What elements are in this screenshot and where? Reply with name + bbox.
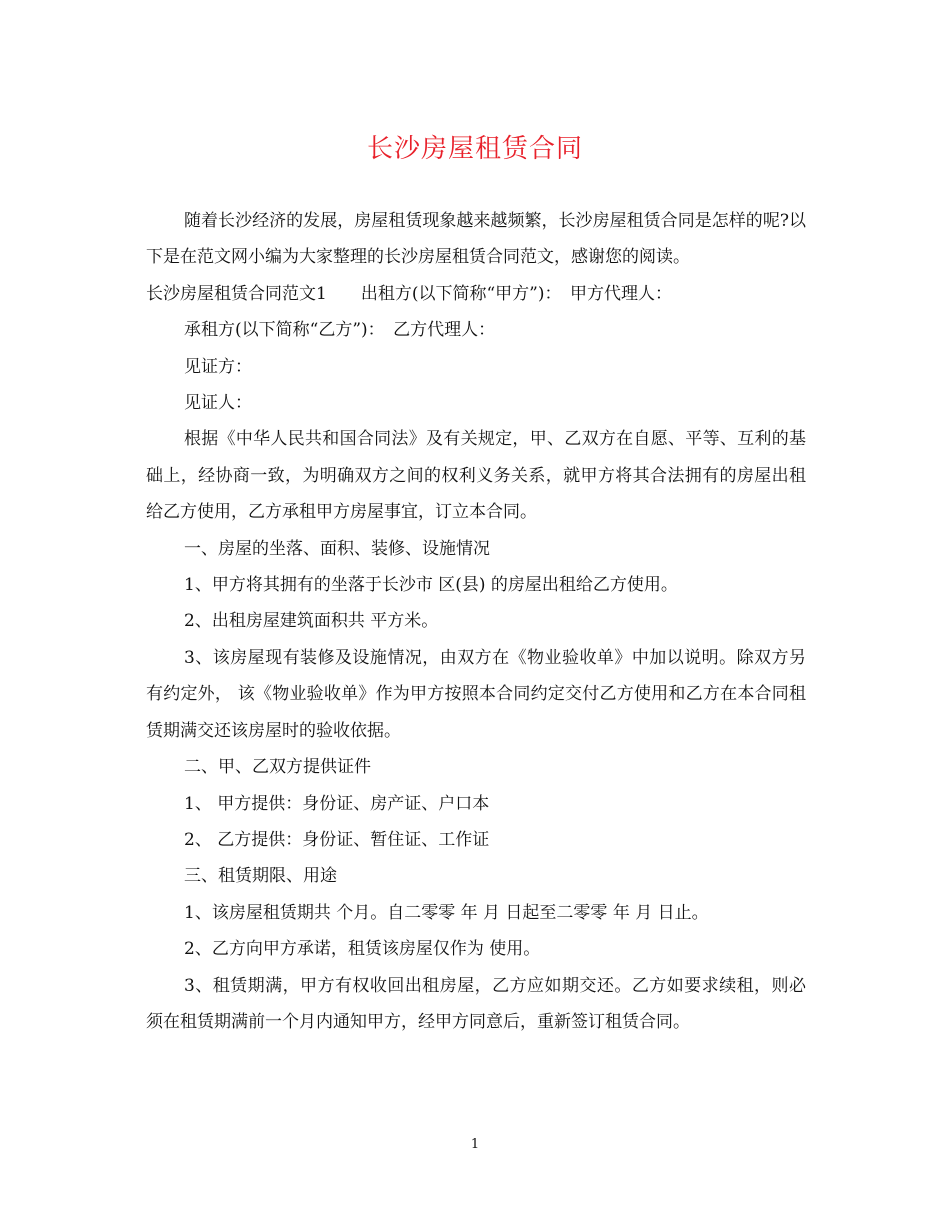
clause-2-1: 1、 甲方提供：身份证、房产证、户口本 xyxy=(184,793,490,814)
document-body xyxy=(146,203,806,1040)
section-heading-2: 二、甲、乙双方提供证件 xyxy=(184,757,371,778)
clause-1-1: 1、甲方将其拥有的坐落于长沙市 区(县) 的房屋出租给乙方使用。 xyxy=(184,575,678,596)
clause-2-2: 2、 乙方提供：身份证、暂住证、工作证 xyxy=(184,829,490,850)
section-heading-1: 一、房屋的坐落、面积、装修、设施情况 xyxy=(184,538,490,559)
clause-3-1: 1、该房屋租赁期共 个月。自二零零 年 月 日起至二零零 年 月 日止。 xyxy=(184,902,709,923)
preamble-paragraph: 根据《中华人民共和国合同法》及有关规定，甲、乙双方在自愿、平等、互利的基础上，经协商一致，为明确双方之间的权利义务关系，就甲方将其合法拥有的房屋出租给乙方使用，乙方承租甲方房屋事宜，订立本合同。 xyxy=(146,429,806,523)
clause-3-2: 2、乙方向甲方承诺，租赁该房屋仅作为 使用。 xyxy=(184,939,541,960)
clause-1-2: 2、出租房屋建筑面积共 平方米。 xyxy=(184,611,439,632)
witness-party-line: 见证方： xyxy=(184,356,252,377)
section-heading-3: 三、租赁期限、用途 xyxy=(184,866,337,887)
page-number: 1 xyxy=(470,1137,480,1152)
intro-paragraph: 随着长沙经济的发展，房屋租赁现象越来越频繁，长沙房屋租赁合同是怎样的呢?以下是在范文网小编为大家整理的长沙房屋租赁合同范文，感谢您的阅读。 xyxy=(146,211,806,268)
contract-parties-line: 长沙房屋租赁合同范文1 出租方(以下简称“甲方”)： 甲方代理人： xyxy=(146,283,672,304)
clause-1-3: 3、该房屋现有装修及设施情况，由双方在《物业验收单》中加以说明。除双方另有约定外， 该《物业验收单》作为甲方按照本合同约定交付乙方使用和乙方在本合同租赁期满交还该房屋时的验收依据。 xyxy=(146,647,806,741)
clause-3-3: 3、租赁期满，甲方有权收回出租房屋，乙方应如期交还。乙方如要求续租，则必须在租赁期满前一个月内通知甲方，经甲方同意后，重新签订租赁合同。 xyxy=(146,975,806,1032)
witness-person-line: 见证人： xyxy=(184,393,252,414)
document-title: 长沙房屋租赁合同 xyxy=(366,134,583,164)
lessee-line: 承租方(以下简称“乙方”)： 乙方代理人： xyxy=(184,320,496,341)
